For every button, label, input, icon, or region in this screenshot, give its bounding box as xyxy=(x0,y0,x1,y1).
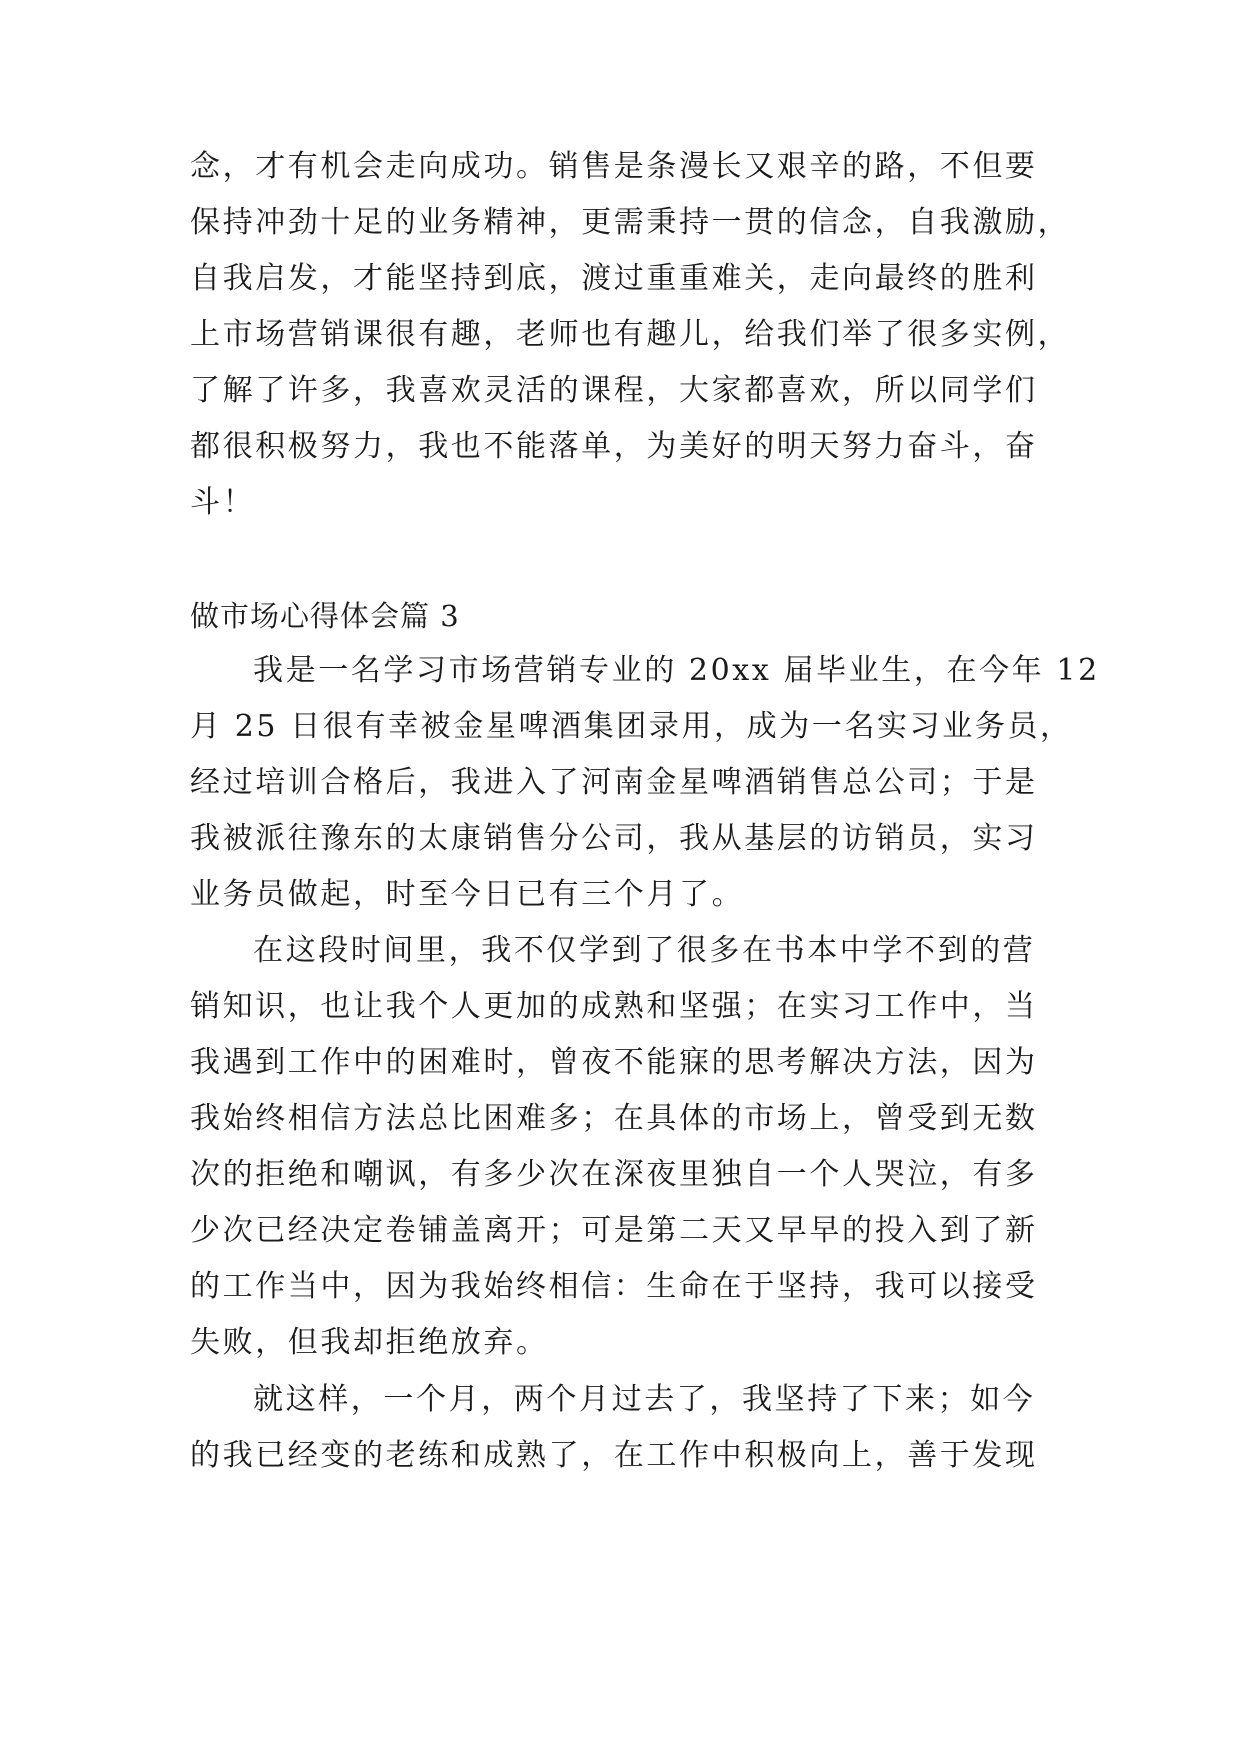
text-line: 就这样，一个月，两个月过去了，我坚持了下来；如今 xyxy=(253,1382,1036,1417)
text-line: 自我启发，才能坚持到底，渡过重重难关，走向最终的胜利 xyxy=(190,261,1038,296)
text-line: 保持冲劲十足的业务精神，更需秉持一贯的信念，自我激励， xyxy=(190,205,1071,240)
text-line: 我被派往豫东的太康销售分公司，我从基层的访销员，实习 xyxy=(190,821,1038,856)
text-line: 都很积极努力，我也不能落单，为美好的明天努力奋斗，奋 xyxy=(190,429,1038,464)
text-line: 我遇到工作中的困难时，曾夜不能寐的思考解决方法，因为 xyxy=(190,1045,1038,1080)
text-line: 上市场营销课很有趣，老师也有趣儿，给我们举了很多实例， xyxy=(190,317,1071,352)
text-line: 业务员做起，时至今日已有三个月了。 xyxy=(190,877,745,912)
text-line: 月 25 日很有幸被金星啤酒集团录用，成为一名实习业务员， xyxy=(190,709,1073,744)
text-line: 的工作当中，因为我始终相信：生命在于坚持，我可以接受 xyxy=(190,1269,1038,1304)
text-line: 次的拒绝和嘲讽，有多少次在深夜里独自一个人哭泣，有多 xyxy=(190,1157,1038,1192)
text-line: 经过培训合格后，我进入了河南金星啤酒销售总公司；于是 xyxy=(190,765,1038,800)
text-line: 我始终相信方法总比困难多；在具体的市场上，曾受到无数 xyxy=(190,1101,1038,1136)
text-line: 在这段时间里，我不仅学到了很多在书本中学不到的营 xyxy=(253,933,1036,968)
text-line: 了解了许多，我喜欢灵活的课程，大家都喜欢，所以同学们 xyxy=(190,373,1038,408)
text-line: 我是一名学习市场营销专业的 20xx 届毕业生，在今年 12 xyxy=(253,653,1100,688)
section-heading: 做市场心得体会篇 3 xyxy=(190,599,460,633)
text-line: 斗！ xyxy=(190,485,256,520)
text-line: 销知识，也让我个人更加的成熟和坚强；在实习工作中，当 xyxy=(190,989,1038,1024)
text-line: 念，才有机会走向成功。销售是条漫长又艰辛的路，不但要 xyxy=(190,149,1038,184)
text-line: 的我已经变的老练和成熟了，在工作中积极向上，善于发现 xyxy=(190,1438,1038,1473)
text-line: 少次已经决定卷铺盖离开；可是第二天又早早的投入到了新 xyxy=(190,1213,1038,1248)
text-line: 失败，但我却拒绝放弃。 xyxy=(190,1325,549,1360)
